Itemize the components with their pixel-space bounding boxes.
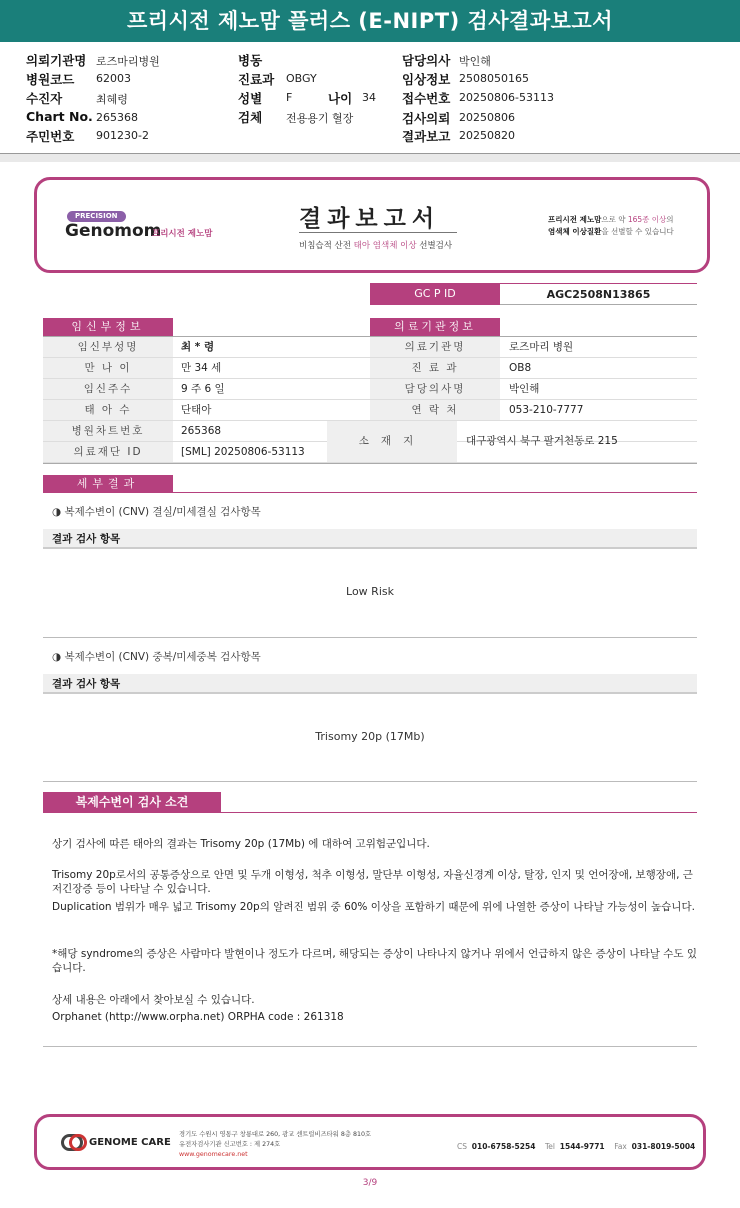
header-label: 의뢰기관명 [26,53,87,68]
header-value: 최혜령 [96,93,128,106]
result-item-header: 결과 검사 항목 [43,529,697,549]
pregnant-info-heading: 임신부정보 [43,318,173,336]
header-label: 접수번호 [402,91,451,106]
cell-label: 의료재단 ID [43,442,173,462]
divider [0,154,740,162]
address-value: 대구광역시 북구 팔거천동로 215 [466,435,618,447]
header-label: 검체 [238,110,263,125]
header-value: 박인해 [459,55,491,68]
subtitle-text: 선별검사 [416,241,453,251]
header-value: 901230-2 [96,129,149,142]
header-value: 2508050165 [459,72,529,85]
genomom-logo: Genomom [65,221,162,241]
cnv-findings-heading: 복제수변이 검사 소견 [43,792,221,812]
cell-label: 병원차트번호 [43,421,173,441]
desc-text: 으로 약 [601,215,628,224]
tel-number: 1544-9771 [559,1142,605,1151]
desc-text: 의 [666,215,674,224]
contact-info [457,1142,695,1151]
desc-text: 을 선별할 수 있습니다 [601,227,674,236]
cell-label: 의료기관명 [370,337,500,357]
header-value: 20250806-53113 [459,91,554,104]
address-label: 소재지 [327,421,457,462]
cell-value: 만 34 세 [181,362,222,374]
cell-label: 만 나 이 [43,358,173,378]
table-row [43,379,697,400]
desc-highlight: 165종 이상 [627,215,667,224]
finding-summary: 상기 검사에 따른 태아의 결과는 Trisomy 20p (17Mb) 에 대하여 고위험군입니다. [52,838,430,850]
gc-pid-label: GC P ID [370,283,500,305]
cell-label: 태 아 수 [43,400,173,420]
genomom-logo-sub: 프리시전 제노맘 [152,229,213,239]
result-item-header: 결과 검사 항목 [43,674,697,694]
table-row [43,400,697,421]
result-report-heading: 결과보고서 [299,206,441,232]
cell-value: 265368 [181,425,222,437]
finding-orphanet-link: Orphanet (http://www.orpha.net) ORPHA code : 261318 [52,1011,344,1023]
header-label: 병동 [238,53,263,68]
finding-symptoms: Trisomy 20p로서의 공통증상으로 안면 및 두개 이형성, 척추 이형성, 말단부 이형성, 자율신경계 이상, 탈장, 인지 및 언어장애, 보행장애, 근저긴장증 등이 나타날 수 있습니다. [52,869,693,895]
header-value: 265368 [96,111,138,124]
cell-value: 박인해 [509,383,540,395]
cell-value: 9 주 6 일 [181,383,225,395]
header-label: 임상정보 [402,72,451,87]
divider [43,812,697,813]
report-title: 프리시전 제노맘 플러스 (E-NIPT) 검사결과보고서 [0,0,740,42]
header-value: 62003 [96,72,131,85]
cell-value: 053-210-7777 [509,404,584,416]
table-row [43,358,697,379]
tel-label: Tel [544,1142,555,1151]
divider [43,492,697,493]
header-value: 로즈마리병원 [96,55,160,68]
divider [43,1046,697,1047]
divider [299,232,457,233]
cell-label: 연 락 처 [370,400,500,420]
cell-value: 단태아 [181,404,212,416]
subtitle-highlight: 태아 염색체 이상 [353,241,417,251]
header-value: OBGY [286,72,317,85]
report-banner [34,177,710,273]
cnv-deletion-title: ◑ 복제수변이 (CNV) 결실/미세결실 검사항목 [52,506,261,518]
finding-duplication: Duplication 범위가 매우 넓고 Trisomy 20p의 알려진 범위 중 60% 이상을 포함하기 때문에 위에 나열한 증상이 나타날 가능성이 높습니다. [52,901,695,913]
header-value: F [286,91,293,104]
report-subtitle [299,239,452,251]
cell-label: 담당의사명 [370,379,500,399]
cnv-duplication-title: ◑ 복제수변이 (CNV) 중복/미세중복 검사항목 [52,651,261,663]
header-label: 주민번호 [26,129,75,144]
header-label: 나이 [328,91,353,106]
footer-banner [34,1114,706,1170]
finding-note: *해당 syndrome의 증상은 사람마다 발현이나 정도가 다르며, 해당되는 증상이 나타나지 않거나 위에서 언급하지 않은 증상이 나타날 수도 있습니다. [52,948,697,974]
detail-result-heading: 세부결과 [43,475,173,493]
cell-label: 임신부성명 [43,337,173,357]
header-label: 진료과 [238,72,275,87]
divider [43,781,697,782]
header-value: 20250820 [459,129,515,142]
gc-pid-value: AGC2508N13865 [500,283,697,305]
divider [43,463,697,464]
header-label: 담당의사 [402,53,451,68]
header-value: 34 [362,91,376,104]
desc-brand: 프리시전 제노맘 [548,215,602,224]
divider [43,637,697,638]
header-value: 전용용기 혈장 [286,112,354,125]
website-link[interactable]: www.genomecare.net [179,1151,248,1158]
cell-label: 임신주수 [43,379,173,399]
patient-header [0,42,740,154]
cell-value: [SML] 20250806-53113 [181,446,305,458]
header-value: 20250806 [459,111,515,124]
precision-badge: PRECISION [67,211,126,222]
fax-number: 031-8019-5004 [631,1142,696,1151]
page-number: 3/9 [362,1178,378,1188]
gc-pid-box [370,283,697,305]
table-row [43,337,697,358]
company-address [179,1130,371,1160]
desc-bold: 염색체 이상질환 [548,227,602,236]
cell-value: OB8 [509,362,532,374]
fax-label: Fax [614,1142,627,1151]
subtitle-text: 비침습적 산전 [299,241,354,251]
cell-value: 최 * 령 [181,341,215,353]
header-label: 결과보고 [402,129,451,144]
header-label: 성별 [238,91,263,106]
finding-reference-intro: 상세 내용은 아래에서 찾아보실 수 있습니다. [52,994,255,1006]
cell-value: 로즈마리 병원 [509,341,574,353]
company-name: GENOME CARE [89,1137,171,1148]
header-label: 수진자 [26,91,63,106]
hospital-info-heading: 의료기관정보 [370,318,500,336]
product-description [548,214,674,238]
header-label: 병원코드 [26,72,75,87]
header-label: 검사의뢰 [402,111,451,126]
cell-label: 진 료 과 [370,358,500,378]
license-line: 유전자검사기관 신고번호 : 제 274호 [179,1141,281,1148]
cnv-deletion-result: Low Risk [346,585,394,598]
cs-number: 010-6758-5254 [471,1142,536,1151]
genome-care-logo-icon [69,1134,87,1151]
cnv-duplication-result: Trisomy 20p (17Mb) [315,730,425,743]
header-label: Chart No. [26,109,93,124]
cs-label: CS [457,1142,467,1151]
address-line: 경기도 수원시 영통구 창룡대로 260, 광교 센트럴비즈타워 8층 810호 [179,1131,372,1138]
